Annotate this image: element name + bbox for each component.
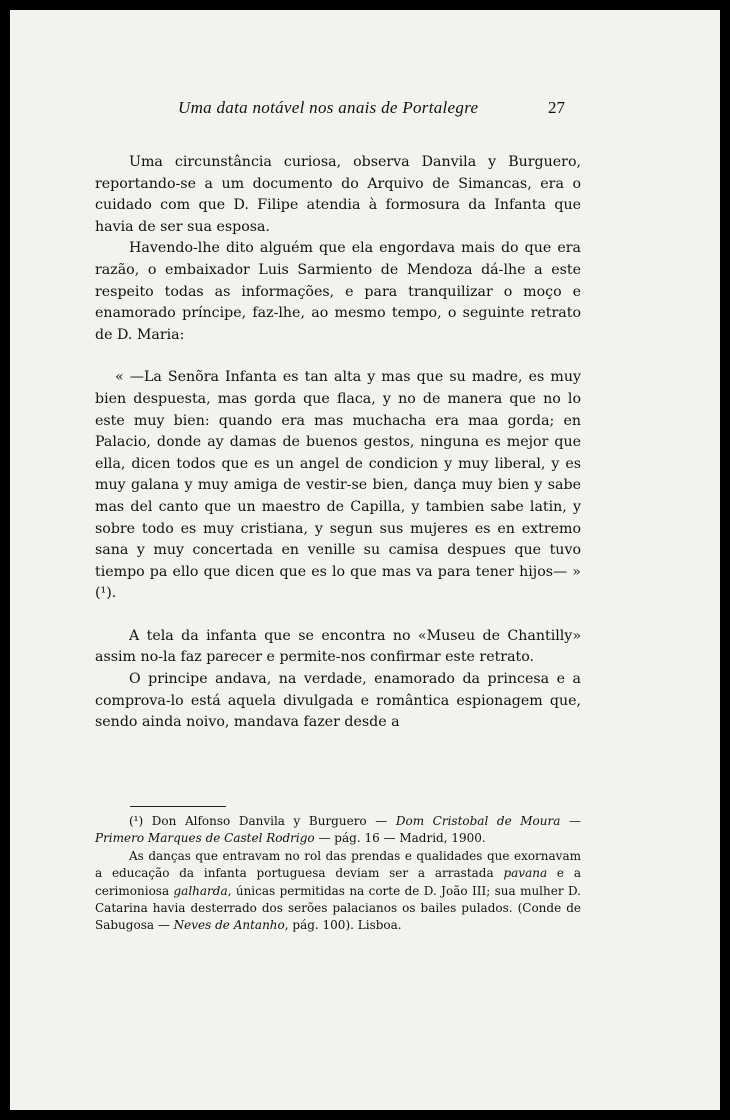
footnote-italic: galharda <box>173 883 228 898</box>
paragraph: A tela da infanta que se encontra no «Museu de Chantilly» assim no-la faz parecer e permite-nos confirmar este retrato. <box>95 627 581 666</box>
paragraph: Havendo-lhe dito alguém que ela engordava mais do que era razão, o embaixador Luis Sarmiento de Mendoza dá-lhe a este respeito todas as informações, e para tranquilizar o moço e enamorado príncipe, faz-lhe, ao mesmo tempo, o seguinte retrato de D. Maria: <box>95 240 581 343</box>
footnote-italic: pavana <box>503 866 548 881</box>
footnote-2 <box>95 848 581 935</box>
running-title: Uma data notável nos anais de Portalegre <box>178 98 479 117</box>
footnotes <box>95 813 581 935</box>
footnote-text: , pág. 100). Lisboa. <box>284 918 402 933</box>
footnote-text: e a cerimoniosa <box>95 866 581 898</box>
footnote-tail: — pág. 16 — Madrid, 1900. <box>318 831 486 846</box>
footnote-1 <box>95 813 581 848</box>
block-quote: « —La Senõra Infanta es tan alta y mas que su madre, es muy bien despuesta, mas gorda que flaca, y no de manera que no lo este muy bien: quando era mas muchacha era maa gorda; en Palacio, donde ay damas de buenos gestos, ninguna es mejor que ella, dicen todos que es un angel de condicion y muy liberal, y es muy galana y muy amiga de vestir-se bien, dança muy bien y sabe mas del canto que un maestro de Capilla, y tambien sabe latin, y sobre todo es muy cristiana, y segun sus mujeres es en extremo sana y muy concertada en venille su camisa despues que tuvo tiempo pa ello que dicen que es lo que mas va para tener hijos— » (¹). <box>95 369 581 602</box>
body-text <box>95 152 581 734</box>
footnote-author: Don Alfonso Danvila y Burguero — <box>151 814 388 828</box>
footnote-italic: Neves de Antanho <box>173 918 285 933</box>
footnote-divider <box>130 806 226 807</box>
footnote-text: As danças que entravam no rol das prendas e qualidades que exornavam a educação da infanta portuguesa deviam ser a arrastada <box>95 848 581 881</box>
page-number: 27 <box>548 98 565 117</box>
book-page <box>10 10 720 1110</box>
paragraph: O principe andava, na verdade, enamorado da princesa e a comprova-lo está aquela divulgada e romântica espionagem que, sendo ainda noivo, mandava fazer desde a <box>95 671 581 731</box>
footnote-text: , únicas permitidas na corte de D. João III; sua mulher D. Catarina havia desterrado dos serões palacianos os bailes pulados. (Conde de Sabugosa — <box>95 883 581 933</box>
page-header <box>10 98 720 122</box>
paragraph: Uma circunstância curiosa, observa Danvila y Burguero, reportando-se a um documento do Arquivo de Simancas, era o cuidado com que D. Filipe atendia à formosura da Infanta que havia de ser sua esposa. <box>95 154 581 235</box>
footnote-title: Dom Cristobal de Moura — Primero Marques de Castel Rodrigo <box>95 814 581 846</box>
footnote-marker: (¹) <box>129 814 144 828</box>
